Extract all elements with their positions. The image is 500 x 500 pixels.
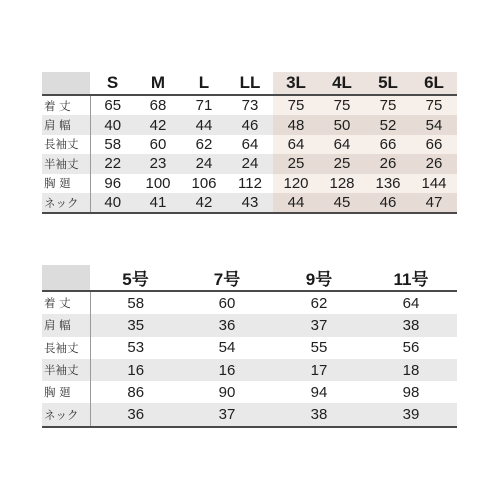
header-corner-cell	[42, 72, 90, 95]
measurement-cell: 64	[227, 135, 273, 154]
row-label: 肩 幅	[42, 314, 90, 336]
size-chart-table-ladies	[42, 265, 457, 428]
measurement-cell: 50	[319, 115, 365, 134]
measurement-cell: 62	[181, 135, 227, 154]
measurement-cell: 39	[365, 403, 457, 426]
measurement-cell: 42	[181, 193, 227, 213]
size-header: L	[181, 72, 227, 95]
row-label: 長袖丈	[42, 337, 90, 359]
size-header: 5号	[90, 265, 181, 291]
measurement-cell: 90	[181, 381, 273, 403]
row-label: 半袖丈	[42, 359, 90, 381]
row-label: ネック	[42, 403, 90, 426]
table-header-row	[42, 72, 457, 95]
measurement-cell: 64	[319, 135, 365, 154]
table-row	[42, 314, 457, 336]
measurement-cell: 106	[181, 174, 227, 193]
measurement-cell: 54	[181, 337, 273, 359]
measurement-cell: 120	[273, 174, 319, 193]
size-header: S	[90, 72, 135, 95]
measurement-cell: 16	[90, 359, 181, 381]
measurement-cell: 23	[135, 154, 181, 173]
table-row	[42, 154, 457, 173]
measurement-cell: 36	[181, 314, 273, 336]
row-label: 長袖丈	[42, 135, 90, 154]
measurement-cell: 40	[90, 193, 135, 213]
measurement-cell: 54	[411, 115, 457, 134]
measurement-cell: 52	[365, 115, 411, 134]
row-label: 半袖丈	[42, 154, 90, 173]
measurement-cell: 75	[319, 95, 365, 115]
measurement-cell: 38	[273, 403, 365, 426]
measurement-cell: 75	[273, 95, 319, 115]
measurement-cell: 98	[365, 381, 457, 403]
row-label: 胸 廻	[42, 381, 90, 403]
measurement-cell: 64	[365, 291, 457, 314]
measurement-cell: 65	[90, 95, 135, 115]
size-header: 4L	[319, 72, 365, 95]
measurement-cell: 86	[90, 381, 181, 403]
row-label: 着 丈	[42, 95, 90, 115]
header-corner-cell	[42, 265, 90, 291]
table-row	[42, 115, 457, 134]
measurement-cell: 64	[273, 135, 319, 154]
measurement-cell: 35	[90, 314, 181, 336]
table-row	[42, 359, 457, 381]
measurement-cell: 24	[181, 154, 227, 173]
measurement-cell: 40	[90, 115, 135, 134]
measurement-cell: 37	[273, 314, 365, 336]
size-header: 3L	[273, 72, 319, 95]
row-label: ネック	[42, 193, 90, 213]
size-header: 11号	[365, 265, 457, 291]
measurement-cell: 96	[90, 174, 135, 193]
table-row	[42, 403, 457, 426]
table-row	[42, 337, 457, 359]
measurement-cell: 62	[273, 291, 365, 314]
size-header: LL	[227, 72, 273, 95]
table-header-row	[42, 265, 457, 291]
measurement-cell: 18	[365, 359, 457, 381]
measurement-cell: 22	[90, 154, 135, 173]
measurement-cell: 38	[365, 314, 457, 336]
measurement-cell: 46	[365, 193, 411, 213]
table-row	[42, 135, 457, 154]
measurement-cell: 128	[319, 174, 365, 193]
row-label: 胸 廻	[42, 174, 90, 193]
measurement-cell: 24	[227, 154, 273, 173]
measurement-cell: 25	[273, 154, 319, 173]
measurement-cell: 44	[181, 115, 227, 134]
measurement-cell: 71	[181, 95, 227, 115]
measurement-cell: 44	[273, 193, 319, 213]
measurement-cell: 42	[135, 115, 181, 134]
measurement-cell: 94	[273, 381, 365, 403]
measurement-cell: 75	[365, 95, 411, 115]
size-header: 7号	[181, 265, 273, 291]
measurement-cell: 60	[135, 135, 181, 154]
size-header: M	[135, 72, 181, 95]
measurement-cell: 37	[181, 403, 273, 426]
measurement-cell: 136	[365, 174, 411, 193]
measurement-cell: 75	[411, 95, 457, 115]
measurement-cell: 36	[90, 403, 181, 426]
table-row	[42, 291, 457, 314]
table-row	[42, 174, 457, 193]
row-label: 着 丈	[42, 291, 90, 314]
measurement-cell: 144	[411, 174, 457, 193]
measurement-cell: 58	[90, 291, 181, 314]
measurement-cell: 60	[181, 291, 273, 314]
measurement-cell: 43	[227, 193, 273, 213]
measurement-cell: 68	[135, 95, 181, 115]
measurement-cell: 66	[365, 135, 411, 154]
measurement-cell: 48	[273, 115, 319, 134]
measurement-cell: 46	[227, 115, 273, 134]
measurement-cell: 17	[273, 359, 365, 381]
measurement-cell: 45	[319, 193, 365, 213]
measurement-cell: 58	[90, 135, 135, 154]
measurement-cell: 73	[227, 95, 273, 115]
measurement-cell: 55	[273, 337, 365, 359]
measurement-cell: 100	[135, 174, 181, 193]
measurement-cell: 112	[227, 174, 273, 193]
measurement-cell: 25	[319, 154, 365, 173]
table-row	[42, 193, 457, 213]
table-row	[42, 381, 457, 403]
table-row	[42, 95, 457, 115]
measurement-cell: 47	[411, 193, 457, 213]
measurement-cell: 56	[365, 337, 457, 359]
measurement-cell: 16	[181, 359, 273, 381]
row-label: 肩 幅	[42, 115, 90, 134]
measurement-cell: 41	[135, 193, 181, 213]
size-header: 5L	[365, 72, 411, 95]
measurement-cell: 26	[411, 154, 457, 173]
size-chart-table-unisex	[42, 72, 457, 214]
measurement-cell: 66	[411, 135, 457, 154]
measurement-cell: 53	[90, 337, 181, 359]
size-header: 6L	[411, 72, 457, 95]
size-header: 9号	[273, 265, 365, 291]
measurement-cell: 26	[365, 154, 411, 173]
